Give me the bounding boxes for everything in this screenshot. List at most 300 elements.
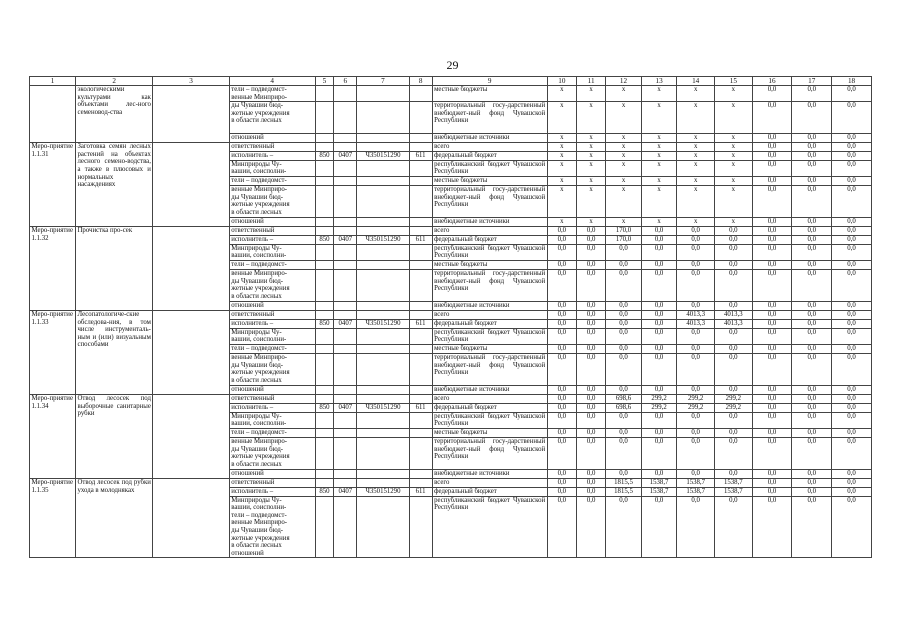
year-value-col-13: х — [641, 143, 677, 152]
funding-source: местные бюджеты — [432, 177, 547, 186]
executor-line: ды Чувашии бюд- — [231, 102, 284, 110]
year-value-col-11: 0,0 — [576, 270, 605, 302]
code-csr — [357, 270, 409, 302]
year-value-col-14: 0,0 — [677, 261, 715, 270]
code-csr — [357, 395, 409, 404]
code-csr — [357, 470, 409, 479]
year-value-col-15: 0,0 — [715, 328, 753, 345]
executor-line: в области лесных — [231, 460, 282, 468]
year-value-col-16: 0,0 — [752, 186, 792, 218]
year-value-col-12: 0,0 — [606, 496, 642, 558]
year-value-col-10: х — [547, 186, 576, 218]
year-value-col-18: 0,0 — [832, 487, 872, 496]
responsible-executor — [229, 395, 315, 404]
responsible-executor — [229, 438, 315, 470]
year-value-col-10: х — [547, 218, 576, 227]
year-value-col-17: 0,0 — [792, 102, 832, 134]
responsible-executor — [229, 319, 315, 328]
column-header-10: 10 — [547, 77, 576, 86]
year-value-col-13: х — [641, 86, 677, 102]
target-indicator — [153, 143, 229, 227]
year-value-col-16: 0,0 — [752, 311, 792, 320]
code-grbs — [315, 345, 334, 354]
year-value-col-11: 0,0 — [576, 487, 605, 496]
code-csr — [357, 429, 409, 438]
responsible-executor — [229, 177, 315, 186]
executor-line: вашии, соисполни- — [231, 504, 287, 512]
column-header-1: 1 — [30, 77, 76, 86]
year-value-col-11: х — [576, 177, 605, 186]
year-value-col-11: 0,0 — [576, 403, 605, 412]
year-value-col-10: 0,0 — [547, 470, 576, 479]
year-value-col-12: х — [606, 160, 642, 177]
executor-line: венные Минприро- — [231, 519, 288, 527]
code-csr — [357, 261, 409, 270]
code-rzpr — [334, 412, 357, 429]
code-grbs — [315, 270, 334, 302]
code-vr — [409, 311, 432, 320]
code-grbs — [315, 438, 334, 470]
year-value-col-12: 0,0 — [606, 470, 642, 479]
code-rzpr — [334, 102, 357, 134]
year-value-col-12: 0,0 — [606, 412, 642, 429]
year-value-col-10: 0,0 — [547, 345, 576, 354]
executor-line: исполнитель – — [231, 319, 274, 327]
responsible-executor — [229, 102, 315, 134]
year-value-col-12: 0,0 — [606, 328, 642, 345]
year-value-col-12: х — [606, 151, 642, 160]
target-indicator — [153, 227, 229, 311]
year-value-col-12: 0,0 — [606, 354, 642, 386]
year-value-col-18: 0,0 — [832, 160, 872, 177]
code-vr — [409, 412, 432, 429]
executor-line: Минприроды Чу- — [231, 244, 282, 252]
year-value-col-11: 0,0 — [576, 386, 605, 395]
year-value-col-10: 0,0 — [547, 403, 576, 412]
code-grbs — [315, 227, 334, 236]
code-rzpr — [334, 261, 357, 270]
responsible-executor — [229, 479, 315, 488]
code-csr — [357, 86, 409, 102]
measure-code — [30, 86, 76, 143]
target-indicator — [153, 86, 229, 143]
year-value-col-15: 0,0 — [715, 438, 753, 470]
executor-line: жетные учреждения — [231, 285, 290, 293]
year-value-col-14: 0,0 — [677, 386, 715, 395]
column-header-9: 9 — [432, 77, 547, 86]
year-value-col-14: 0,0 — [677, 354, 715, 386]
code-vr — [409, 354, 432, 386]
year-value-col-11: 0,0 — [576, 496, 605, 558]
code-grbs — [315, 429, 334, 438]
code-grbs — [315, 177, 334, 186]
year-value-col-17: 0,0 — [792, 395, 832, 404]
year-value-col-15: 1538,7 — [715, 487, 753, 496]
year-value-col-15: 0,0 — [715, 261, 753, 270]
year-value-col-16: 0,0 — [752, 134, 792, 143]
code-vr — [409, 244, 432, 261]
year-value-col-10: 0,0 — [547, 496, 576, 558]
code-rzpr — [334, 311, 357, 320]
year-value-col-13: 1538,7 — [641, 479, 677, 488]
funding-source: внебюджетные источники — [432, 134, 547, 143]
funding-source: республиканский бюджет Чувашской Республики — [434, 328, 546, 344]
year-value-col-11: 0,0 — [576, 244, 605, 261]
code-vr — [409, 302, 432, 311]
year-value-col-13: 0,0 — [641, 496, 677, 558]
year-value-col-17: 0,0 — [792, 470, 832, 479]
code-csr — [357, 311, 409, 320]
year-value-col-17: 0,0 — [792, 487, 832, 496]
funding-source: всего — [432, 143, 547, 152]
code-rzpr — [334, 470, 357, 479]
year-value-col-17: 0,0 — [792, 86, 832, 102]
year-value-col-12: 0,0 — [606, 429, 642, 438]
year-value-col-13: х — [641, 151, 677, 160]
year-value-col-15: 0,0 — [715, 270, 753, 302]
year-value-col-11: х — [576, 134, 605, 143]
year-value-col-15: х — [715, 102, 753, 134]
code-vr: 611 — [409, 319, 432, 328]
year-value-col-10: 0,0 — [547, 270, 576, 302]
year-value-col-10: х — [547, 102, 576, 134]
code-vr — [409, 395, 432, 404]
year-value-col-14: 299,2 — [677, 403, 715, 412]
year-value-col-11: х — [576, 86, 605, 102]
code-csr: Ч350151290 — [357, 487, 409, 496]
year-value-col-10: 0,0 — [547, 479, 576, 488]
executor-line: тели – подведомст- — [231, 429, 287, 437]
responsible-executor — [229, 354, 315, 386]
executor-line: Минприроды Чу- — [231, 496, 282, 504]
year-value-col-13: 0,0 — [641, 235, 677, 244]
funding-source: местные бюджеты — [432, 429, 547, 438]
responsible-executor — [229, 134, 315, 143]
code-rzpr: 0407 — [334, 403, 357, 412]
measure-code: Меро-приятие 1.1.34 — [30, 395, 76, 479]
code-csr: Ч350151290 — [357, 403, 409, 412]
executor-line: жетные учреждения — [231, 453, 290, 461]
year-value-col-15: 0,0 — [715, 345, 753, 354]
year-value-col-15: х — [715, 134, 753, 143]
executor-line: венные Минприро- — [231, 186, 288, 194]
executor-line: жетные учреждения — [231, 369, 290, 377]
executor-line: Минприроды Чу- — [231, 328, 282, 336]
code-rzpr: 0407 — [334, 235, 357, 244]
year-value-col-14: 0,0 — [677, 412, 715, 429]
funding-source: республиканский бюджет Чувашской Республики — [434, 412, 546, 428]
year-value-col-14: 0,0 — [677, 235, 715, 244]
responsible-executor — [229, 227, 315, 236]
column-header-6: 6 — [334, 77, 357, 86]
year-value-col-18: 0,0 — [832, 177, 872, 186]
code-vr — [409, 102, 432, 134]
code-grbs — [315, 102, 334, 134]
funding-source: внебюджетные источники — [432, 470, 547, 479]
year-value-col-18: 0,0 — [832, 412, 872, 429]
executor-line: ответственный — [231, 227, 275, 235]
funding-source: территориальный госу-дарственный внебюджет-ный фонд Чувашской Республики — [432, 102, 547, 134]
year-value-col-17: 0,0 — [792, 311, 832, 320]
funding-source: местные бюджеты — [432, 86, 547, 102]
table-row — [30, 395, 872, 404]
year-value-col-12: 0,0 — [606, 386, 642, 395]
executor-line: вашии, соисполни- — [231, 420, 287, 428]
funding-source: территориальный госу-дарственный внебюджет-ный фонд Чувашской Республики — [432, 186, 547, 218]
year-value-col-16: 0,0 — [752, 328, 792, 345]
year-value-col-18: 0,0 — [832, 438, 872, 470]
year-value-col-13: 0,0 — [641, 429, 677, 438]
target-indicator — [153, 395, 229, 479]
target-indicator — [153, 311, 229, 395]
year-value-col-17: 0,0 — [792, 345, 832, 354]
year-value-col-17: 0,0 — [792, 403, 832, 412]
year-value-col-16: 0,0 — [752, 160, 792, 177]
funding-source: федеральный бюджет — [432, 403, 547, 412]
year-value-col-14: х — [677, 160, 715, 177]
executor-line: в области лесных — [231, 376, 282, 384]
year-value-col-17: 0,0 — [792, 160, 832, 177]
code-rzpr: 0407 — [334, 151, 357, 160]
year-value-col-13: 0,0 — [641, 227, 677, 236]
measure-name: Прочистка про-сек — [76, 227, 153, 311]
responsible-executor — [229, 302, 315, 311]
year-value-col-12: 698,6 — [606, 403, 642, 412]
executor-line: тели – подведомст- — [231, 511, 287, 519]
code-rzpr — [334, 429, 357, 438]
year-value-col-13: 0,0 — [641, 386, 677, 395]
year-value-col-15: 0,0 — [715, 412, 753, 429]
code-grbs — [315, 143, 334, 152]
executor-line: ды Чувашии бюд- — [231, 277, 284, 285]
code-rzpr — [334, 354, 357, 386]
executor-line: тели – подведомст- — [231, 177, 287, 185]
funding-source: территориальный госу-дарственный внебюджет-ный фонд Чувашской Республики — [432, 438, 547, 470]
funding-source: местные бюджеты — [432, 345, 547, 354]
executor-line: отношений — [231, 134, 264, 142]
code-csr — [357, 496, 409, 558]
year-value-col-17: 0,0 — [792, 429, 832, 438]
code-csr — [357, 354, 409, 386]
responsible-executor — [229, 244, 315, 261]
year-value-col-13: 0,0 — [641, 354, 677, 386]
column-number-row — [30, 77, 872, 86]
executor-line: жетные учреждения — [231, 534, 290, 542]
year-value-col-17: 0,0 — [792, 412, 832, 429]
year-value-col-11: х — [576, 186, 605, 218]
year-value-col-16: 0,0 — [752, 302, 792, 311]
code-rzpr — [334, 186, 357, 218]
code-grbs — [315, 160, 334, 177]
year-value-col-16: 0,0 — [752, 261, 792, 270]
code-rzpr — [334, 218, 357, 227]
year-value-col-18: 0,0 — [832, 227, 872, 236]
year-value-col-11: х — [576, 160, 605, 177]
measure-name: Отвод лесосек под выборочные санитарные рубки — [76, 395, 153, 479]
code-rzpr — [334, 302, 357, 311]
year-value-col-13: 0,0 — [641, 412, 677, 429]
year-value-col-18: 0,0 — [832, 395, 872, 404]
year-value-col-15: 0,0 — [715, 470, 753, 479]
code-csr — [357, 438, 409, 470]
year-value-col-14: 4013,3 — [677, 311, 715, 320]
code-grbs: 850 — [315, 403, 334, 412]
code-csr — [357, 479, 409, 488]
column-header-16: 16 — [752, 77, 792, 86]
year-value-col-18: 0,0 — [832, 134, 872, 143]
code-grbs — [315, 218, 334, 227]
executor-line: жетные учреждения — [231, 109, 290, 117]
year-value-col-15: х — [715, 177, 753, 186]
responsible-executor — [229, 470, 315, 479]
responsible-executor — [229, 487, 315, 496]
code-csr: Ч350151290 — [357, 319, 409, 328]
executor-line: исполнитель – — [231, 403, 274, 411]
year-value-col-17: 0,0 — [792, 261, 832, 270]
responsible-executor — [229, 311, 315, 320]
year-value-col-13: 0,0 — [641, 270, 677, 302]
year-value-col-11: 0,0 — [576, 395, 605, 404]
year-value-col-14: 0,0 — [677, 496, 715, 558]
year-value-col-12: 170,0 — [606, 235, 642, 244]
year-value-col-10: 0,0 — [547, 261, 576, 270]
year-value-col-10: 0,0 — [547, 412, 576, 429]
year-value-col-12: 0,0 — [606, 438, 642, 470]
year-value-col-10: 0,0 — [547, 395, 576, 404]
year-value-col-10: 0,0 — [547, 386, 576, 395]
code-grbs — [315, 496, 334, 558]
funding-source: федеральный бюджет — [432, 235, 547, 244]
column-header-8: 8 — [409, 77, 432, 86]
year-value-col-10: 0,0 — [547, 438, 576, 470]
year-value-col-18: 0,0 — [832, 270, 872, 302]
code-grbs — [315, 412, 334, 429]
column-header-18: 18 — [832, 77, 872, 86]
year-value-col-14: 0,0 — [677, 302, 715, 311]
year-value-col-14: х — [677, 218, 715, 227]
code-grbs — [315, 470, 334, 479]
year-value-col-14: 4013,3 — [677, 319, 715, 328]
year-value-col-16: 0,0 — [752, 354, 792, 386]
year-value-col-14: х — [677, 186, 715, 218]
year-value-col-15: 0,0 — [715, 429, 753, 438]
code-csr — [357, 386, 409, 395]
year-value-col-12: 0,0 — [606, 302, 642, 311]
year-value-col-13: 0,0 — [641, 244, 677, 261]
year-value-col-15: 0,0 — [715, 235, 753, 244]
code-vr — [409, 328, 432, 345]
code-rzpr — [334, 143, 357, 152]
year-value-col-16: 0,0 — [752, 403, 792, 412]
year-value-col-11: 0,0 — [576, 311, 605, 320]
code-rzpr — [334, 395, 357, 404]
year-value-col-14: 1538,7 — [677, 487, 715, 496]
year-value-col-18: 0,0 — [832, 479, 872, 488]
year-value-col-15: 0,0 — [715, 227, 753, 236]
executor-line: в области лесных — [231, 542, 282, 550]
year-value-col-17: 0,0 — [792, 218, 832, 227]
funding-source: территориальный госу-дарственный внебюджет-ный фонд Чувашской Республики — [432, 270, 547, 302]
code-rzpr — [334, 227, 357, 236]
code-csr: Ч350151290 — [357, 151, 409, 160]
year-value-col-16: 0,0 — [752, 412, 792, 429]
year-value-col-14: х — [677, 143, 715, 152]
year-value-col-16: 0,0 — [752, 177, 792, 186]
year-value-col-17: 0,0 — [792, 177, 832, 186]
year-value-col-16: 0,0 — [752, 319, 792, 328]
year-value-col-12: 170,0 — [606, 227, 642, 236]
column-header-3: 3 — [153, 77, 229, 86]
code-vr: 611 — [409, 403, 432, 412]
responsible-executor — [229, 86, 315, 102]
code-grbs — [315, 134, 334, 143]
funding-source: внебюджетные источники — [432, 302, 547, 311]
executor-line: отношений — [231, 218, 264, 226]
responsible-executor — [229, 429, 315, 438]
code-grbs — [315, 261, 334, 270]
code-vr — [409, 134, 432, 143]
year-value-col-10: х — [547, 177, 576, 186]
code-vr: 611 — [409, 487, 432, 496]
code-csr: Ч350151290 — [357, 235, 409, 244]
year-value-col-18: 0,0 — [832, 319, 872, 328]
year-value-col-16: 0,0 — [752, 438, 792, 470]
year-value-col-16: 0,0 — [752, 496, 792, 558]
executor-line: венные Минприро- — [231, 270, 288, 278]
column-header-7: 7 — [357, 77, 409, 86]
executor-line: отношений — [231, 470, 264, 478]
year-value-col-13: х — [641, 186, 677, 218]
year-value-col-18: 0,0 — [832, 143, 872, 152]
year-value-col-11: х — [576, 143, 605, 152]
code-vr: 611 — [409, 151, 432, 160]
table-row — [30, 479, 872, 488]
code-csr — [357, 302, 409, 311]
year-value-col-16: 0,0 — [752, 244, 792, 261]
executor-line: венные Минприро- — [231, 354, 288, 362]
code-csr — [357, 186, 409, 218]
code-vr — [409, 186, 432, 218]
code-vr — [409, 261, 432, 270]
year-value-col-12: 1815,5 — [606, 479, 642, 488]
code-grbs — [315, 186, 334, 218]
code-grbs — [315, 311, 334, 320]
executor-line: отношений — [231, 386, 264, 394]
year-value-col-10: х — [547, 134, 576, 143]
executor-line: ответственный — [231, 479, 275, 487]
year-value-col-14: 0,0 — [677, 227, 715, 236]
year-value-col-12: 0,0 — [606, 244, 642, 261]
year-value-col-14: х — [677, 151, 715, 160]
responsible-executor — [229, 412, 315, 429]
target-indicator — [153, 479, 229, 558]
year-value-col-18: 0,0 — [832, 102, 872, 134]
year-value-col-11: 0,0 — [576, 438, 605, 470]
year-value-col-14: 0,0 — [677, 345, 715, 354]
year-value-col-14: 0,0 — [677, 270, 715, 302]
executor-line: тели – подведомст- — [231, 86, 287, 93]
year-value-col-18: 0,0 — [832, 302, 872, 311]
code-vr — [409, 386, 432, 395]
year-value-col-12: 0,0 — [606, 270, 642, 302]
code-rzpr: 0407 — [334, 319, 357, 328]
year-value-col-13: х — [641, 134, 677, 143]
executor-line: венные Минприро- — [231, 438, 288, 446]
year-value-col-18: 0,0 — [832, 328, 872, 345]
code-grbs — [315, 479, 334, 488]
year-value-col-10: 0,0 — [547, 311, 576, 320]
code-vr — [409, 345, 432, 354]
